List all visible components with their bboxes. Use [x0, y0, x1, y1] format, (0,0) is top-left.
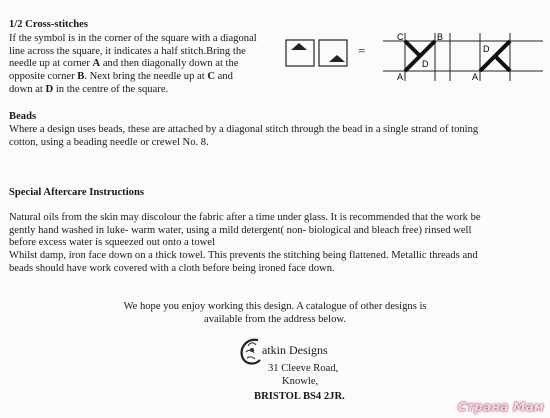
closing-line-2: available from the address below.: [204, 314, 346, 325]
stitch-grid-diagram: [383, 31, 543, 85]
text-run: opposite corner: [9, 71, 75, 82]
aftercare-line-1: Natural oils from the skin may discolour the fabric after a time under glass. It is recommended that the work be: [9, 212, 481, 223]
address-line-1: 31 Cleeve Road,: [268, 363, 339, 374]
cross-stitch-line-2: line across the square, it indicates a half stitch.Bring the: [9, 46, 246, 57]
corner-d-ref: D: [45, 84, 54, 95]
text-run: and: [217, 71, 233, 82]
label-c: C: [397, 32, 404, 42]
address-line-3: BRISTOL BS4 2JR.: [254, 391, 345, 402]
text-run: in the centre of the square.: [55, 84, 169, 95]
text-run: . Next bring the needle up at: [84, 71, 205, 82]
cross-stitch-line-1: If the symbol is in the corner of the square with a diagonal: [9, 33, 257, 44]
cross-stitch-heading: 1/2 Cross-stitches: [9, 19, 88, 30]
catkin-logo-icon: [238, 336, 264, 368]
aftercare-line-4: Whilst damp, iron face down on a thick towel. This prevents the stitching being flattened. Metallic threads and: [9, 250, 478, 261]
aftercare-heading: Special Aftercare Instructions: [9, 187, 144, 198]
company-name: atkin Designs: [262, 343, 328, 357]
label-d: D: [422, 59, 429, 69]
label-a: A: [397, 72, 404, 82]
beads-heading: Beads: [9, 111, 37, 122]
stitch-half: [495, 56, 510, 71]
cross-stitch-line-5: [9, 83, 168, 96]
stitch-half: [405, 41, 420, 56]
triangle-up-icon: [291, 43, 307, 50]
label-d: D: [483, 44, 490, 54]
aftercare-line-5: beads should have work covered with a cloth before being ironed face down.: [9, 263, 335, 274]
beads-line-1: Where a design uses beads, these are attached by a diagonal stitch through the bead in a single strand of toning: [9, 124, 479, 135]
text-run: needle up at corner: [9, 58, 90, 69]
corner-a-ref: A: [92, 58, 101, 69]
equals-sign: =: [358, 43, 366, 58]
watermark: Страна Мам: [457, 399, 544, 414]
cross-stitch-line-3: [9, 57, 238, 70]
cross-stitch-line-4: [9, 70, 233, 83]
half-stitch-symbols: [285, 37, 355, 69]
label-b: B: [437, 32, 444, 42]
address-line-2: Knowle,: [282, 376, 319, 387]
beads-line-2: cotton, using a beading needle or crewel No. 8.: [9, 137, 209, 148]
aftercare-line-3: before excess water is squeezed out onto a towel: [9, 237, 215, 248]
triangle-up-icon: [329, 55, 345, 62]
label-a: A: [472, 72, 479, 82]
corner-c-ref: C: [207, 71, 215, 82]
corner-b-ref: B: [77, 71, 85, 82]
text-run: and then diagonally down at the: [102, 58, 239, 69]
aftercare-line-2: gently hand washed in luke- warm water, using a mild detergent( non- biological and bleach free) rinsed well: [9, 225, 472, 236]
text-run: down at: [9, 84, 43, 95]
symbol-box-bottom-right: [319, 40, 347, 66]
closing-line-1: We hope you enjoy working this design. A catalogue of other designs is: [123, 301, 427, 312]
